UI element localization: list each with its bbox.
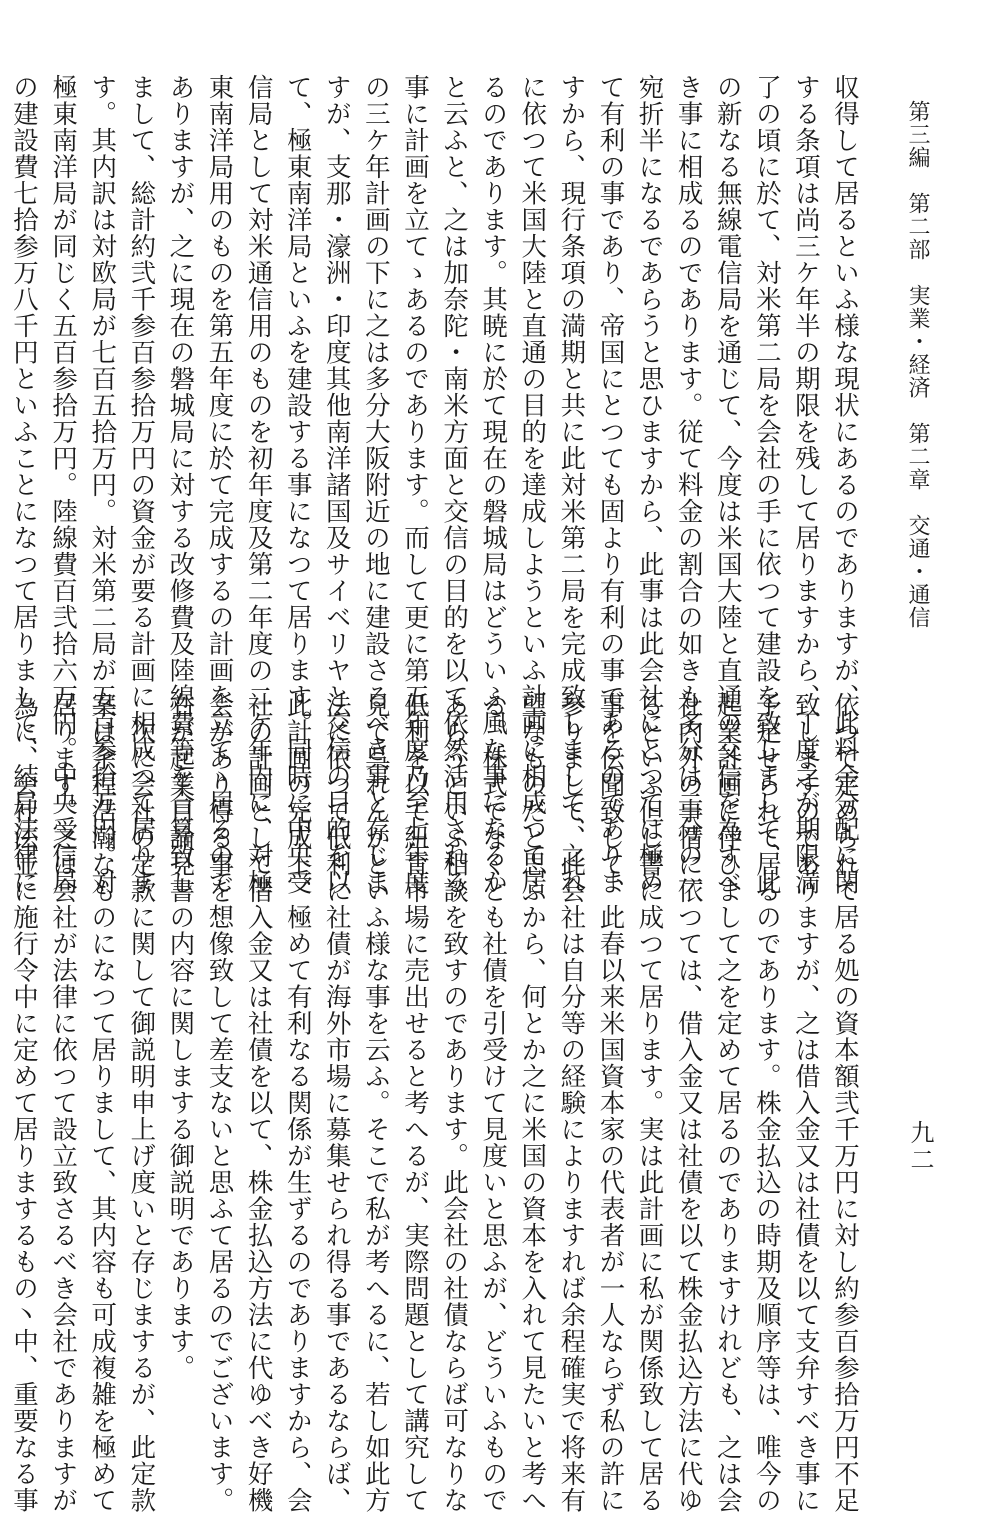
text-column: 望なものだと思ふから、何とか之に米国の資本を入れて見たいと考へ [517, 692, 548, 1514]
text-column: て有利の事であり、帝国にとつても固より有利の事であるのでありま [595, 74, 626, 896]
text-column: 了の頃に於て、対米第二局を会社の手に依つて建設を致しまして、此 [751, 74, 782, 896]
text-column: て、極東南洋局といふを建設する事になつて居ります。同時に中央受 [282, 74, 313, 896]
text-column: 社の計画として借入金又は社債を以て、株金払込方法に代ゆべき好機 [243, 692, 274, 1514]
text-column: 東南洋局用のものを第五年度に於て完成するの計画を立てゝ居るので [204, 74, 235, 896]
text-column: あらうといふ相談を致すのであります。此会社の社債ならば可なりな [439, 692, 470, 1514]
text-column: 信局として対米通信用のものを初年度及第二年度の二ケ年内に、対極 [243, 74, 274, 896]
text-column: に依つて米国大陸と直通の目的を達成しようといふ計画に相成つて居 [517, 74, 548, 896]
text-column: 法に依つて低利に社債が海外市場に募集せられ得る事であるならば、 [321, 692, 352, 1514]
text-column: 右が起業目論見書の内容に関しまする御説明であります。 [165, 692, 196, 1381]
text-column: るのであります。其暁に於て現在の磐城局はどういふ風な事になるか [478, 74, 509, 896]
text-column: の三ケ年計画の下に之は多分大阪附近の地に建設さるべき事と存じま [360, 74, 391, 896]
text-block-top [9, 74, 864, 896]
text-column: き事に相成るのであります。従て料金の割合の如きも多分は二分の一 [673, 74, 704, 896]
text-block-bottom [9, 692, 864, 1514]
text-column: すから、現行条項の満期と共に此対米第二局を完成致しまして、之れ [556, 74, 587, 896]
text-column: する条項は尚三ケ年半の期限を残して居りますから、丁度之が期限満 [790, 74, 821, 896]
text-column: の建設費七拾参万八千円といふことになつて居りまして、結局法律に [9, 74, 40, 896]
text-column: 参りまして、此会社は自分等の経験によりますれば余程確実で将来有 [556, 692, 587, 1514]
text-column: 極東南洋局が同じく五百参拾万円。陸線費百弐拾六万円。中央受信局 [48, 74, 79, 896]
text-column: る。株式でなくとも社債を引受けて見度いと思ふが、どういふもので [478, 692, 509, 1514]
text-column: 起業計画に伴ひまして之を定めて居るのでありますけれども、之は会 [712, 692, 743, 1514]
text-column: ありますが、之に現在の磐城局に対する改修費及陸線費等を合算致し [165, 74, 196, 896]
text-column: 事を伝聞致して、此春以来米国資本家の代表者が一人ならず私の許に [595, 692, 626, 1514]
text-column: と云ふと、之は加奈陀・南米方面と交信の目的を以て依然活用される [439, 74, 470, 896]
text-column: 致しますのでありますが、之は借入金又は社債を以て支弁すべき事に [790, 692, 821, 1514]
running-header: 第三編 第二部 実業・経済 第二章 交通・通信 [905, 100, 930, 629]
text-column: 居ります。之は会社が法律に依つて設立致さるべき会社でありますが [48, 692, 79, 1514]
text-column: 次に会社の定款に関して御説明申上げ度いと存じまするが、此定款 [126, 692, 157, 1514]
text-column: 見て呉れんかといふ様な事を云ふ。そこで私が考へるに、若し如此方 [360, 692, 391, 1514]
page-number: 九二 [906, 1120, 934, 1174]
text-column: るといふ但し書に成つて居ります。実は此計画に私が関係致して居る [634, 692, 665, 1514]
text-column: 案は余程浩瀚なものになつて居りまして、其内容も可成複雑を極めて [87, 692, 118, 1514]
text-column: 此計画の完成上、極めて有利なる関係が生ずるのでありますから、会 [282, 692, 313, 1514]
text-column: 社内外の事情に依つては、借入金又は社債を以て株金払込方法に代ゆ [673, 692, 704, 1514]
text-column: 為に、会社法並に施行令中に定めて居りまするもの丶中、重要なる事 [9, 692, 40, 1514]
text-column: 宛折半になるであらうと思ひますから、此事は此会社にとつては極め [634, 74, 665, 896]
text-column: 事に計画を立てゝあるのであります。而して更に第五年度乃至七年度 [399, 74, 430, 896]
text-column: す。其内訳は対欧局が七百五拾万円。対米第二局が五百参拾万円。対 [87, 74, 118, 896]
text-column: すが、支那・濠洲・印度其他南洋諸国及サイベリヤと交信の目的を以 [321, 74, 352, 896]
text-column: 収得して居るといふ様な現状にあるのでありますが、此料金分配に関 [830, 74, 860, 896]
text-column: 依つて定められて居る処の資本額弐千万円に対し約参百参拾万円不足 [830, 692, 860, 1514]
text-column: まして、総計約弐千参百参拾万円の資金が要る計画に相成つて居りま [126, 74, 157, 896]
text-column: の新なる無線電信局を通じて、今度は米国大陸と直通の交信を為すべ [712, 74, 743, 896]
text-column: 低利を以て紐育市場に売出せると考へるが、実際問題として講究して [399, 692, 430, 1514]
text-column: 会があり得る事を想像致して差支ないと思ふて居るのでございます。 [204, 692, 235, 1514]
text-column: 予定せられて居るのであります。株金払込の時期及順序等は、唯今の [751, 692, 782, 1514]
